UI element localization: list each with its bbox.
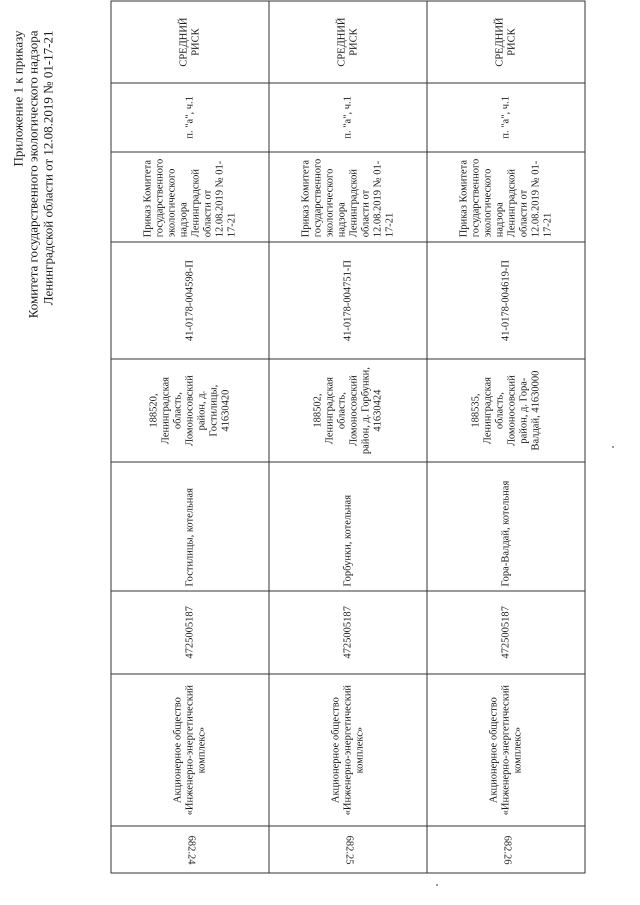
object-name-cell: Гора-Валдай, котельная bbox=[427, 461, 585, 590]
object-code-cell: 41-0178-004619-П bbox=[427, 241, 585, 359]
object-name-cell: Гостилицы, котельная bbox=[111, 461, 269, 590]
risk-category-cell: СРЕДНИЙ РИСК bbox=[427, 1, 585, 83]
order-cell: Приказ Комитета государственного экологического надзора Ленинградской области от 12.08.2019 № 01-17-21 bbox=[269, 151, 427, 241]
heading-line-2: Комитета государственного экологического надзора bbox=[25, 30, 40, 318]
registry-table bbox=[110, 0, 585, 873]
table-row bbox=[269, 1, 427, 873]
organization-cell: Акционерное общество «Инженерно-энергетический комплекс» bbox=[269, 673, 427, 826]
clause-cell: п. "а", ч.1 bbox=[111, 83, 269, 151]
scan-speck bbox=[436, 884, 438, 886]
clause-cell: п. "а", ч.1 bbox=[269, 83, 427, 151]
inn-cell: 4725005187 bbox=[427, 590, 585, 673]
heading-line-3: Ленинградской области от 12.08.2019 № 01-17-21 bbox=[40, 30, 55, 305]
address-cell: 188502, Ленинградская область, Ломоносовский район, д. Горбунки, 41630424 bbox=[269, 359, 427, 461]
object-code-cell: 41-0178-004751-П bbox=[269, 241, 427, 359]
order-cell: Приказ Комитета государственного экологического надзора Ленинградской области от 12.08.2019 № 01-17-21 bbox=[427, 151, 585, 241]
inn-cell: 4725005187 bbox=[111, 590, 269, 673]
row-number-cell bbox=[111, 826, 269, 873]
document-heading bbox=[10, 30, 55, 470]
address-cell: 188520, Ленинградская область, Ломоносовский район, д. Гостилицы, 41630420 bbox=[111, 359, 269, 461]
risk-category-cell: СРЕДНИЙ РИСК bbox=[269, 1, 427, 83]
row-number-cell bbox=[269, 826, 427, 873]
row-number: 682.24 bbox=[184, 834, 196, 864]
clause-cell: п. "а", ч.1 bbox=[427, 83, 585, 151]
row-number: 682.25 bbox=[342, 834, 354, 864]
row-number: 682.26 bbox=[500, 834, 512, 864]
object-name-cell: Горбунки, котельная bbox=[269, 461, 427, 590]
table-row bbox=[111, 1, 269, 873]
scan-speck bbox=[612, 446, 614, 448]
risk-category-cell: СРЕДНИЙ РИСК bbox=[111, 1, 269, 83]
order-cell: Приказ Комитета государственного экологического надзора Ленинградской области от 12.08.2019 № 01-17-21 bbox=[111, 151, 269, 241]
inn-cell: 4725005187 bbox=[269, 590, 427, 673]
heading-line-1: Приложение 1 к приказу bbox=[10, 30, 25, 167]
table-row bbox=[427, 1, 585, 873]
row-number-cell bbox=[427, 826, 585, 873]
organization-cell: Акционерное общество «Инженерно-энергетический комплекс» bbox=[111, 673, 269, 826]
object-code-cell: 41-0178-004598-П bbox=[111, 241, 269, 359]
address-cell: 188535, Ленинградская область, Ломоносовский район, д. Гора-Валдай, 41630000 bbox=[427, 359, 585, 461]
organization-cell: Акционерное общество «Инженерно-энергетический комплекс» bbox=[427, 673, 585, 826]
